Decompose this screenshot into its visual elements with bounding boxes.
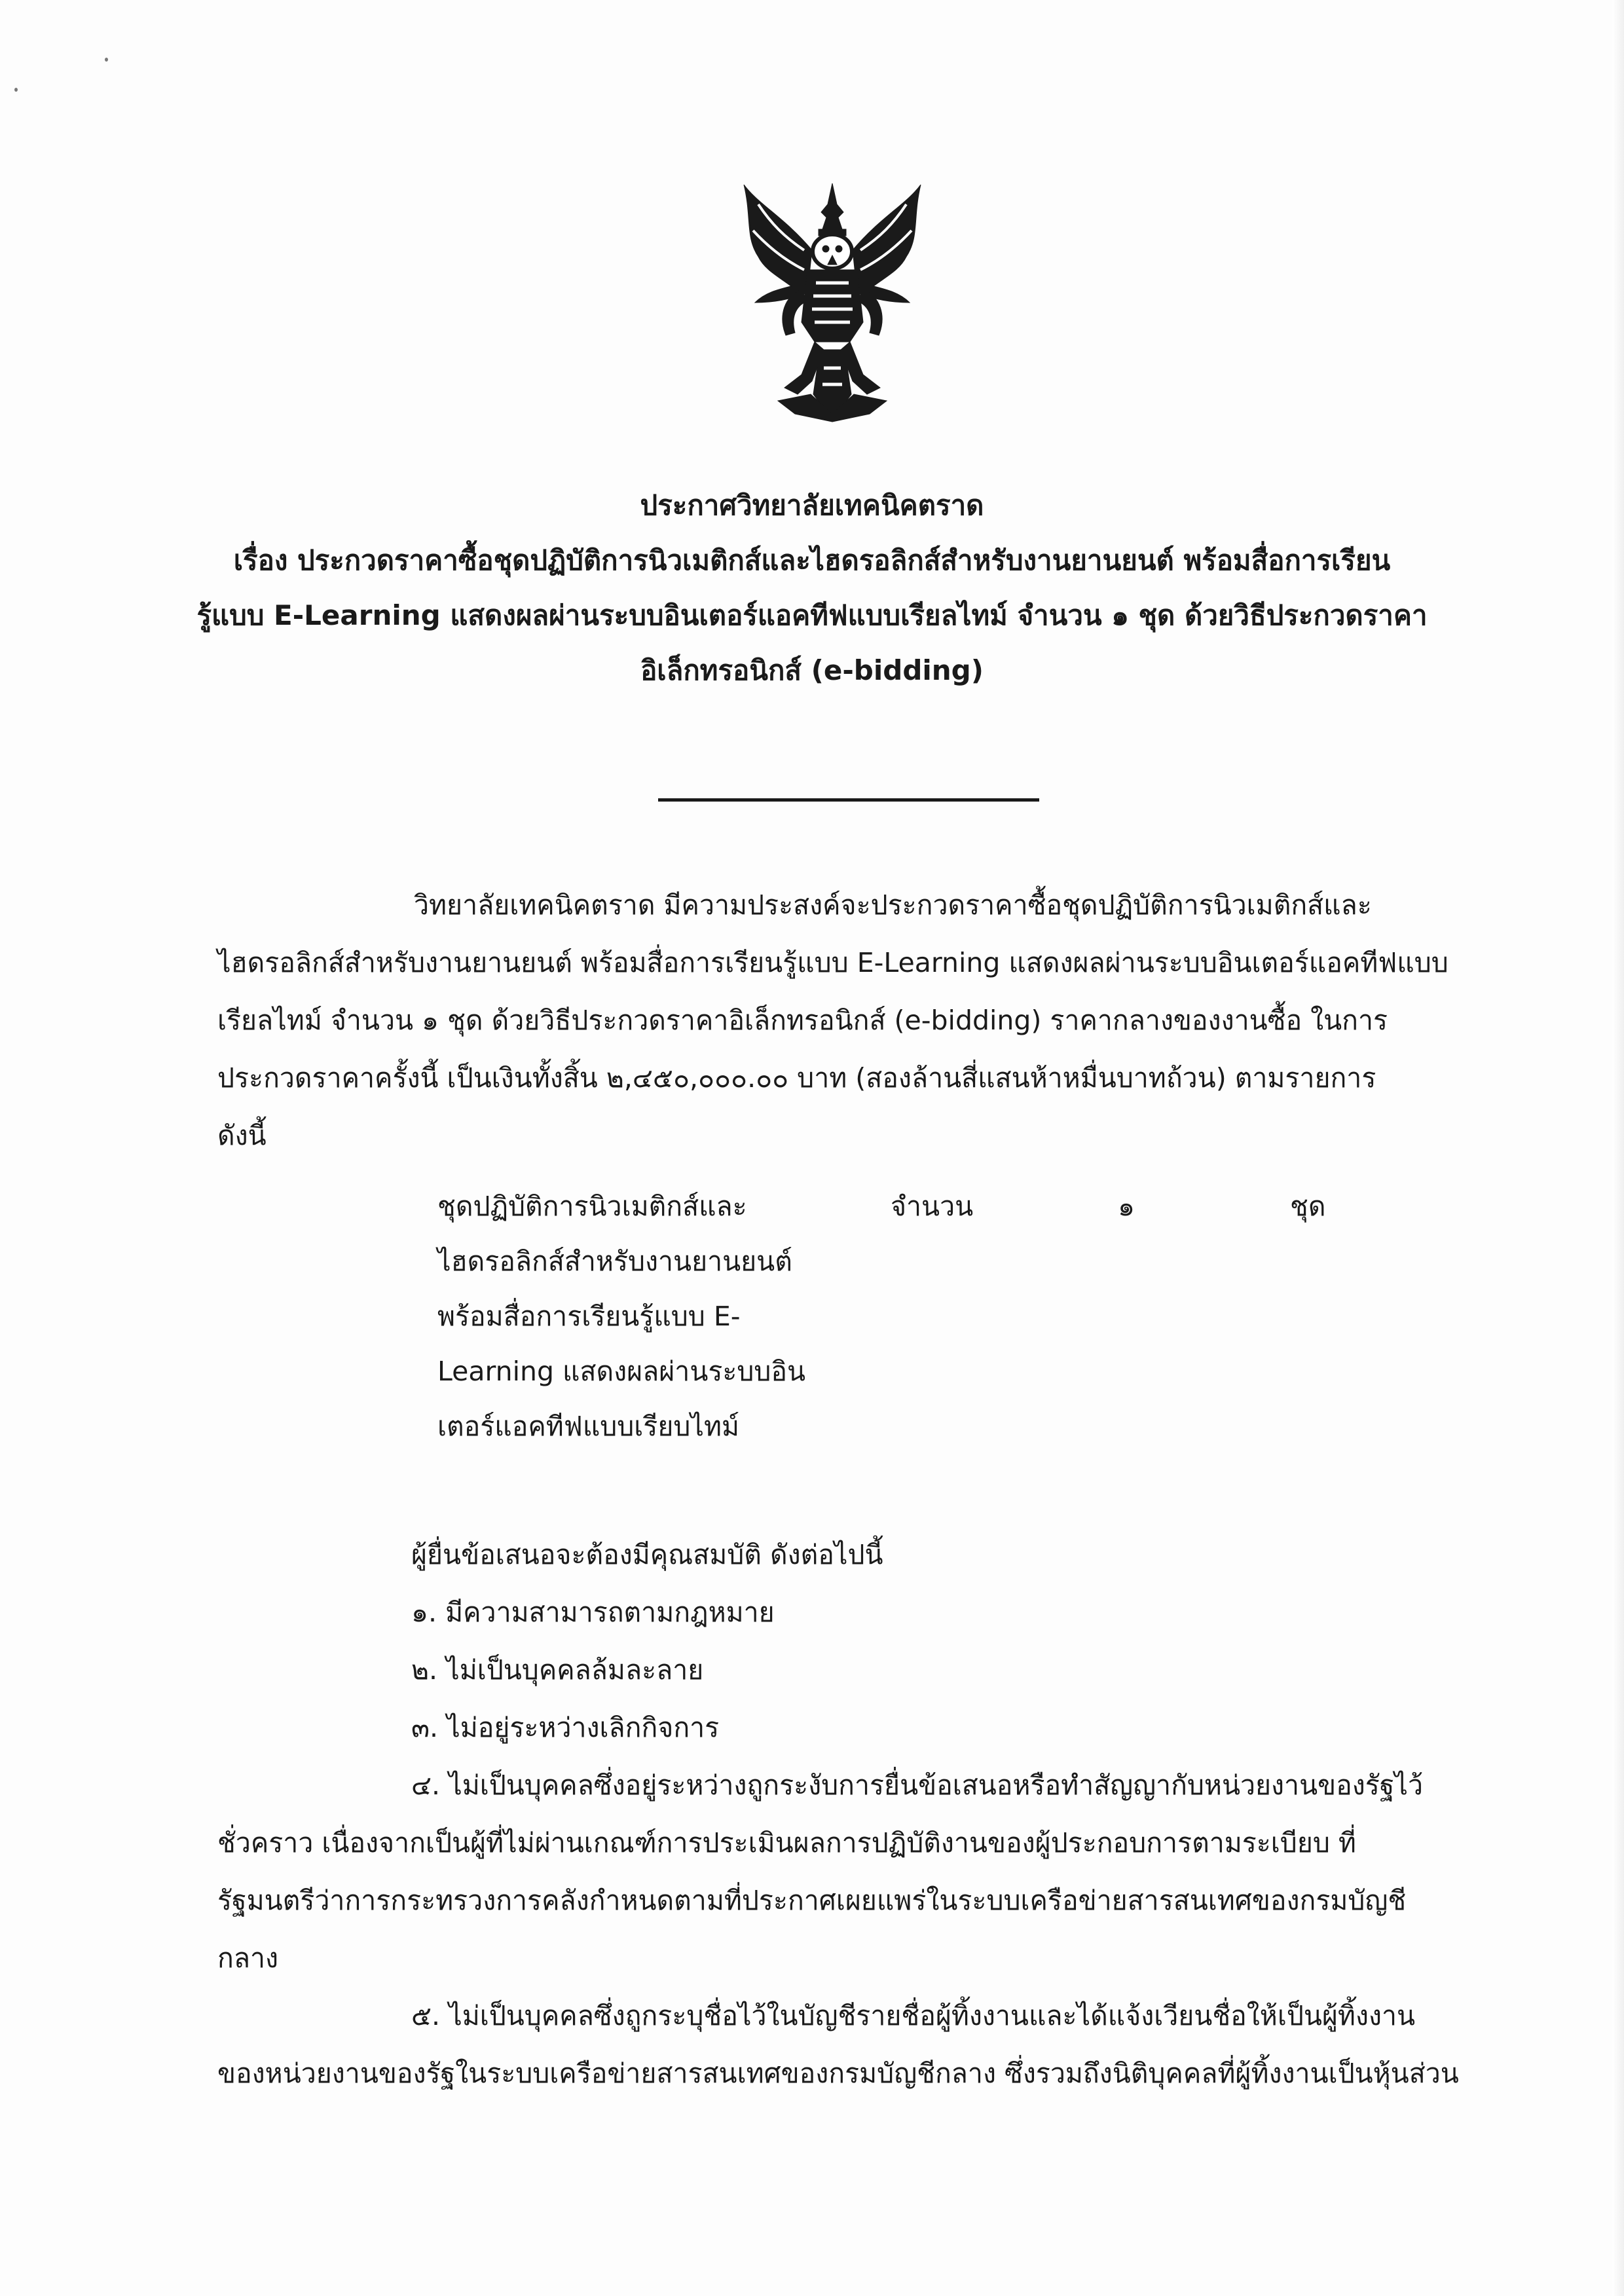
qualifications-heading: ผู้ยื่นข้อเสนอจะต้องมีคุณสมบัติ ดังต่อไปนี้	[411, 1539, 883, 1570]
paragraph-line: วิทยาลัยเทคนิคตราด มีความประสงค์จะประกวดราคาซื้อชุดปฏิบัติการนิวเมติกส์และ	[414, 889, 1372, 921]
qualification-line: ชั่วคราว เนื่องจากเป็นผู้ที่ไม่ผ่านเกณฑ์การประเมินผลการปฏิบัติงานของผู้ประกอบการตามระเบียบ ที่	[217, 1827, 1356, 1859]
qualifications-section	[217, 1526, 1475, 2102]
item-qty: ๑	[1118, 1191, 1135, 1222]
garuda-emblem-icon	[739, 178, 926, 424]
item-qty-label: จำนวน	[891, 1191, 974, 1222]
item-name-line: พร้อมสื่อการเรียนรู้แบบ E-	[437, 1301, 741, 1332]
intro-paragraph	[217, 876, 1462, 1164]
subject-line: รู้แบบ E-Learning แสดงผลผ่านระบบอินเตอร์แอคทีฟแบบเรียลไทม์ จำนวน ๑ ชุด ด้วยวิธีประกวดราคา	[196, 599, 1428, 631]
item-name-line: ไฮดรอลิกส์สำหรับงานยานยนต์	[437, 1246, 792, 1277]
scan-speck	[14, 88, 18, 92]
qualification-line: ของหน่วยงานของรัฐในระบบเครือข่ายสารสนเทศของกรมบัญชีกลาง ซึ่งรวมถึงนิติบุคคลที่ผู้ทิ้งงานเป็นหุ้นส่วน	[217, 2058, 1459, 2089]
paragraph-line: ไฮดรอลิกส์สำหรับงานยานยนต์ พร้อมสื่อการเรียนรู้แบบ E-Learning แสดงผลผ่านระบบอินเตอร์แอคทีฟแบบ	[217, 947, 1449, 978]
item-name	[437, 1179, 805, 1454]
subject-line: อิเล็กทรอนิกส์ (e-bidding)	[640, 654, 984, 686]
qualification-item: ๔. ไม่เป็นบุคคลซึ่งอยู่ระหว่างถูกระงับการยื่นข้อเสนอหรือทำสัญญากับหน่วยงานของรัฐไว้	[411, 1769, 1424, 1801]
paragraph-line: เรียลไทม์ จำนวน ๑ ชุด ด้วยวิธีประกวดราคาอิเล็กทรอนิกส์ (e-bidding) ราคากลางของงานซื้อ ในการ	[217, 1005, 1388, 1036]
qualification-line: กลาง	[217, 1942, 278, 1974]
scan-edge	[1612, 0, 1624, 2296]
item-name-line: ชุดปฏิบัติการนิวเมติกส์และ	[437, 1191, 747, 1222]
announcement-heading: ประกาศวิทยาลัยเทคนิคตราด	[640, 489, 984, 521]
qualification-item: ๕. ไม่เป็นบุคคลซึ่งถูกระบุชื่อไว้ในบัญชีรายชื่อผู้ทิ้งงานและได้แจ้งเวียนชื่อให้เป็นผู้ทิ้งงาน	[411, 2000, 1416, 2031]
announcement-title-block	[157, 478, 1467, 698]
item-unit: ชุด	[1290, 1191, 1326, 1222]
qualification-line: รัฐมนตรีว่าการกระทรวงการคลังกำหนดตามที่ประกาศเผยแพร่ในระบบเครือข่ายสารสนเทศของกรมบัญชี	[217, 1885, 1407, 1916]
scan-speck	[105, 58, 108, 62]
paragraph-line: ดังนี้	[217, 1120, 267, 1151]
qualification-item: ๓. ไม่อยู่ระหว่างเลิกกิจการ	[411, 1712, 720, 1743]
item-name-line: Learning แสดงผลผ่านระบบอิน	[437, 1356, 806, 1387]
paragraph-line: ประกวดราคาครั้งนี้ เป็นเงินทั้งสิ้น ๒,๔๕๐,๐๐๐.๐๐ บาท (สองล้านสี่แสนห้าหมื่นบาทถ้วน) ตามรายการ	[217, 1062, 1376, 1094]
title-divider	[658, 798, 1039, 802]
qualification-item: ๒. ไม่เป็นบุคคลล้มละลาย	[411, 1654, 704, 1686]
item-name-line: เตอร์แอคทีฟแบบเรียบไทม์	[437, 1411, 740, 1442]
subject-line: เรื่อง ประกวดราคาซื้อชุดปฏิบัติการนิวเมติกส์และไฮดรอลิกส์สำหรับงานยานยนต์ พร้อมสื่อการเรียน	[233, 544, 1391, 576]
qualification-item: ๑. มีความสามารถตามกฎหมาย	[411, 1597, 775, 1628]
